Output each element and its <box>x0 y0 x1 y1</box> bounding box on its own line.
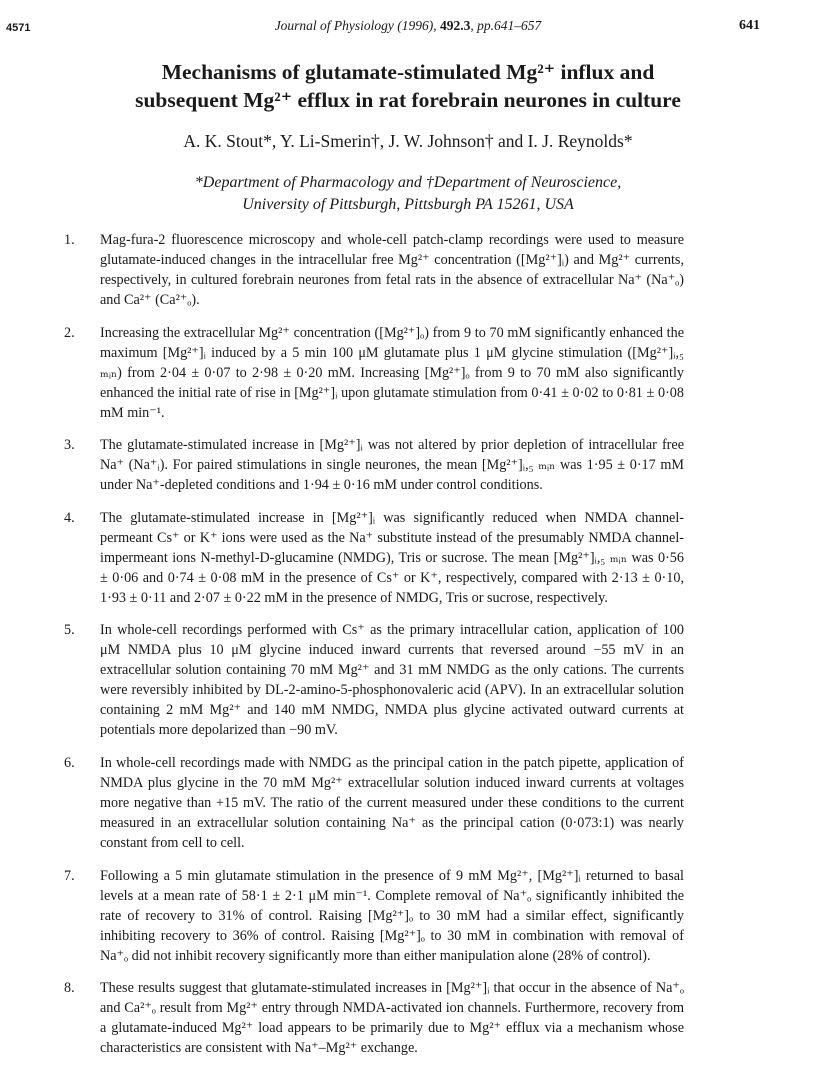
page-number: 641 <box>739 18 760 33</box>
point-number: 2. <box>64 324 75 341</box>
summary-point <box>64 978 684 1058</box>
affiliation-line: University of Pittsburgh, Pittsburgh PA 15261, USA <box>242 196 574 213</box>
journal-volume: 492.3 <box>440 18 471 33</box>
summary-point <box>64 323 684 423</box>
journal-year: (1996), <box>397 18 437 33</box>
running-header <box>0 18 816 34</box>
point-text: The glutamate-stimulated increase in [Mg²⁺]ᵢ was significantly reduced when NMDA channel-permeant Cs⁺ or K⁺ ions were used as the Na⁺ substitute instead of the presumably NMDA channel-impermeant ions N-methyl-D-glucamine (NMDG), Tris or sucrose. The mean [Mg²⁺]ᵢ,₅ ₘᵢₙ was 0·56 ± 0·06 and 0·74 ± 0·08 mM in the presence of Cs⁺ or K⁺, respectively, compared with 2·13 ± 0·10, 1·93 ± 0·11 and 2·07 ± 0·22 mM in the presence of NMDG, Tris or sucrose, respectively. <box>100 509 684 606</box>
summary-point <box>64 866 684 966</box>
journal-name: Journal of Physiology <box>274 18 394 33</box>
point-number: 4. <box>64 509 75 526</box>
point-text: Mag-fura-2 fluorescence microscopy and whole-cell patch-clamp recordings were used to measure glutamate-induced changes in the intracellular free Mg²⁺ concentration ([Mg²⁺]ᵢ) and Mg²⁺ currents, respectively, in cultured forebrain neurones from fetal rats in the absence of extracellular Na⁺ (Na⁺ₒ) and Ca²⁺ (Ca²⁺ₒ). <box>100 232 684 308</box>
point-number: 1. <box>64 232 75 248</box>
point-text: Increasing the extracellular Mg²⁺ concentration ([Mg²⁺]ₒ) from 9 to 70 mM significantly enhanced the maximum [Mg²⁺]ᵢ induced by a 5 min 100 μM glutamate plus 1 μM glycine stimulation ([Mg²⁺]ᵢ,₅ ₘᵢₙ) from 2·04 ± 0·07 to 2·98 ± 0·20 mM. Increasing [Mg²⁺]ₒ from 9 to 70 mM also significantly enhanced the initial rate of rise in [Mg²⁺]ᵢ upon glutamate stimulation from 0·41 ± 0·02 to 0·81 ± 0·08 mM min⁻¹. <box>100 324 684 421</box>
affiliation <box>0 172 816 216</box>
summary-point <box>64 435 684 495</box>
point-text: Following a 5 min glutamate stimulation in the presence of 9 mM Mg²⁺, [Mg²⁺]ᵢ returned to basal levels at a mean rate of 58·1 ± 2·1 μM min⁻¹. Complete removal of Na⁺ₒ significantly inhibited the rate of recovery to 31% of control. Raising [Mg²⁺]ₒ to 30 mM had a similar effect, significantly inhibiting recovery to 36% of control. Raising [Mg²⁺]ₒ to 30 mM in combination with removal of Na⁺ₒ did not inhibit recovery significantly more than either manipulation alone (28% of control). <box>100 867 684 964</box>
summary-points <box>64 230 684 1071</box>
article-title <box>60 58 756 114</box>
summary-point <box>64 230 684 310</box>
journal-pages: , pp.641–657 <box>470 18 542 33</box>
catalog-code: 4571 <box>6 22 31 34</box>
summary-point <box>64 753 684 853</box>
affiliation-line: *Department of Pharmacology and †Department of Neuroscience, <box>194 174 622 191</box>
point-text: These results suggest that glutamate-stimulated increases in [Mg²⁺]ᵢ that occur in the absence of Na⁺ₒ and Ca²⁺ₒ result from Mg²⁺ entry through NMDA-activated ion channels. Furthermore, recovery from a glutamate-induced Mg²⁺ load appears to be primarily due to Mg²⁺ efflux via a mechanism whose characteristics are consistent with Na⁺–Mg²⁺ exchange. <box>100 980 684 1057</box>
point-number: 7. <box>64 867 75 884</box>
title-line: subsequent Mg²⁺ efflux in rat forebrain neurones in culture <box>135 88 681 112</box>
point-number: 5. <box>64 622 75 639</box>
point-number: 6. <box>64 754 75 771</box>
point-number: 3. <box>64 437 75 454</box>
summary-point <box>64 620 684 740</box>
point-text: The glutamate-stimulated increase in [Mg²⁺]ᵢ was not altered by prior depletion of intracellular free Na⁺ (Na⁺ᵢ). For paired stimulations in single neurones, the mean [Mg²⁺]ᵢ,₅ ₘᵢₙ was 1·95 ± 0·17 mM under Na⁺-depleted conditions and 1·94 ± 0·16 mM under control conditions. <box>100 437 684 494</box>
point-number: 8. <box>64 980 75 997</box>
title-line: Mechanisms of glutamate-stimulated Mg²⁺ influx and <box>161 60 655 84</box>
summary-point <box>64 508 684 608</box>
author-list: A. K. Stout*, Y. Li-Smerin†, J. W. Johnson† and I. J. Reynolds* <box>183 131 633 151</box>
point-text: In whole-cell recordings made with NMDG as the principal cation in the patch pipette, application of NMDA plus glycine in the 70 mM Mg²⁺ extracellular solution induced inward currents at voltages more negative than +15 mV. The ratio of the current measured under these conditions to the current measured in an extracellular solution containing Na⁺ as the principal cation (0·073:1) was nearly constant from cell to cell. <box>100 754 684 851</box>
point-text: In whole-cell recordings performed with Cs⁺ as the primary intracellular cation, application of 100 μM NMDA plus 10 μM glycine induced inward currents that reversed around −55 mV in an extracellular solution containing 70 mM Mg²⁺ and 31 mM NMDG as the only cations. The currents were reversibly inhibited by DL-2-amino-5-phosphonovaleric acid (APV). In an extracellular solution containing 2 mM Mg²⁺ and 140 mM NMDG, NMDA plus glycine activated outward currents at potentials more depolarized than −90 mV. <box>100 622 684 739</box>
